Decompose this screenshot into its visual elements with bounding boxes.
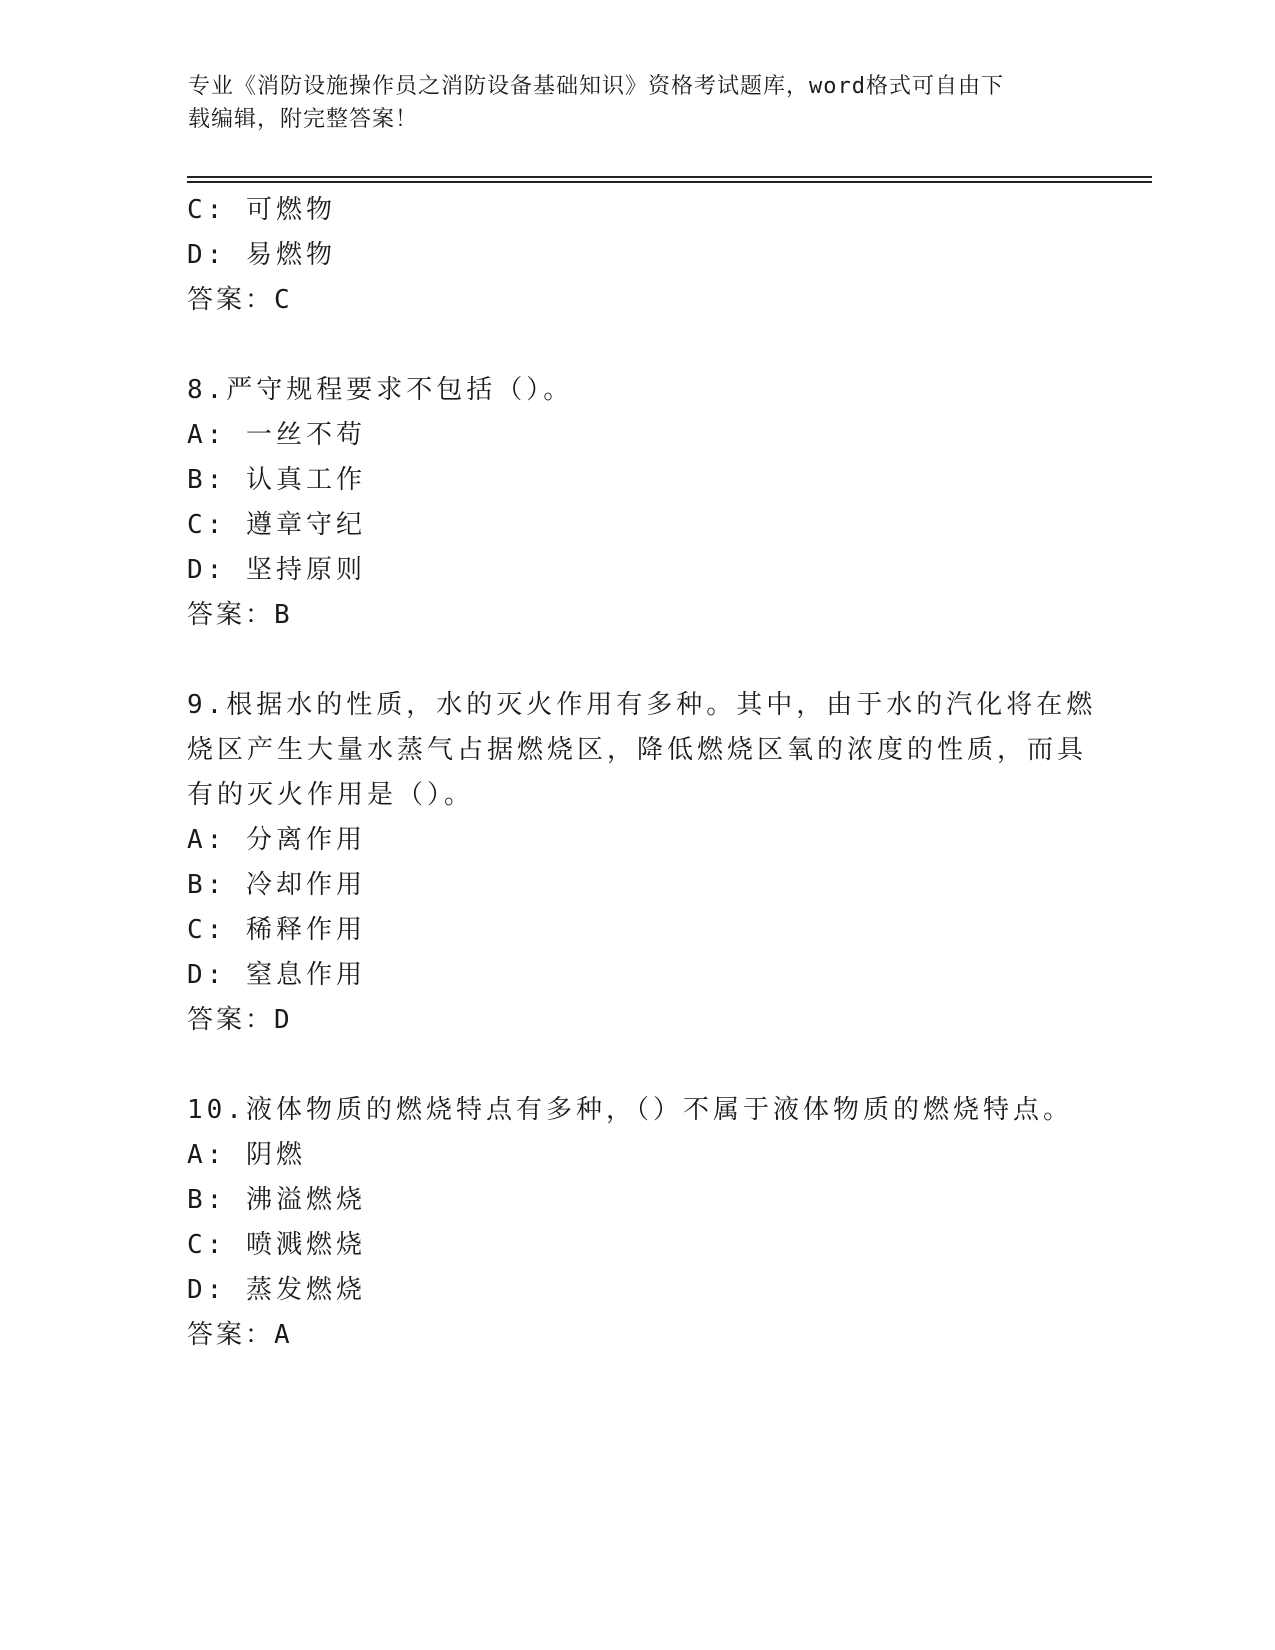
- answer-label: 答案：: [187, 1005, 275, 1035]
- q7-option-c: C: 可燃物: [187, 195, 336, 225]
- q10-answer: [187, 1320, 293, 1350]
- q10-option-c: C: 喷溅燃烧: [187, 1230, 366, 1260]
- q8-answer: [187, 600, 293, 630]
- q9-question-line-2: 烧区产生大量水蒸气占据燃烧区，降低燃烧区氧的浓度的性质，而具: [187, 735, 1088, 765]
- q8-option-a: A: 一丝不苟: [187, 420, 366, 450]
- q9-option-c: C: 稀释作用: [187, 915, 366, 945]
- answer-value: C: [274, 285, 293, 315]
- answer-label: 答案：: [187, 600, 275, 630]
- answer-label: 答案：: [187, 285, 275, 315]
- q10-option-d: D: 蒸发燃烧: [187, 1275, 366, 1305]
- q9-option-d: D: 窒息作用: [187, 960, 366, 990]
- answer-value: A: [274, 1320, 293, 1350]
- q9-question-line-3: 有的灭火作用是（）。: [187, 780, 475, 810]
- q9-question-line-1: 9.根据水的性质，水的灭火作用有多种。其中，由于水的汽化将在燃: [187, 690, 1097, 720]
- q8-question: 8.严守规程要求不包括（）。: [187, 375, 574, 405]
- q10-question: 10.液体物质的燃烧特点有多种，（）不属于液体物质的燃烧特点。: [187, 1095, 1073, 1125]
- q9-option-a: A: 分离作用: [187, 825, 366, 855]
- q10-option-b: B: 沸溢燃烧: [187, 1185, 366, 1215]
- q9-answer: [187, 1005, 293, 1035]
- q7-answer: [187, 285, 293, 315]
- header-line-2: 载编辑，附完整答案！: [188, 107, 419, 132]
- q10-option-a: A: 阴燃: [187, 1140, 306, 1170]
- document-header: [188, 70, 1068, 136]
- answer-value: B: [274, 600, 293, 630]
- q8-option-b: B: 认真工作: [187, 465, 366, 495]
- header-line-1: 专业《消防设施操作员之消防设备基础知识》资格考试题库，word格式可自由下: [188, 74, 1004, 99]
- q7-option-d: D: 易燃物: [187, 240, 336, 270]
- header-divider-top: [187, 176, 1152, 178]
- q8-option-c: C: 遵章守纪: [187, 510, 366, 540]
- answer-value: D: [274, 1005, 293, 1035]
- q8-option-d: D: 坚持原则: [187, 555, 366, 585]
- q9-option-b: B: 冷却作用: [187, 870, 366, 900]
- header-divider-bottom: [187, 181, 1152, 183]
- answer-label: 答案：: [187, 1320, 275, 1350]
